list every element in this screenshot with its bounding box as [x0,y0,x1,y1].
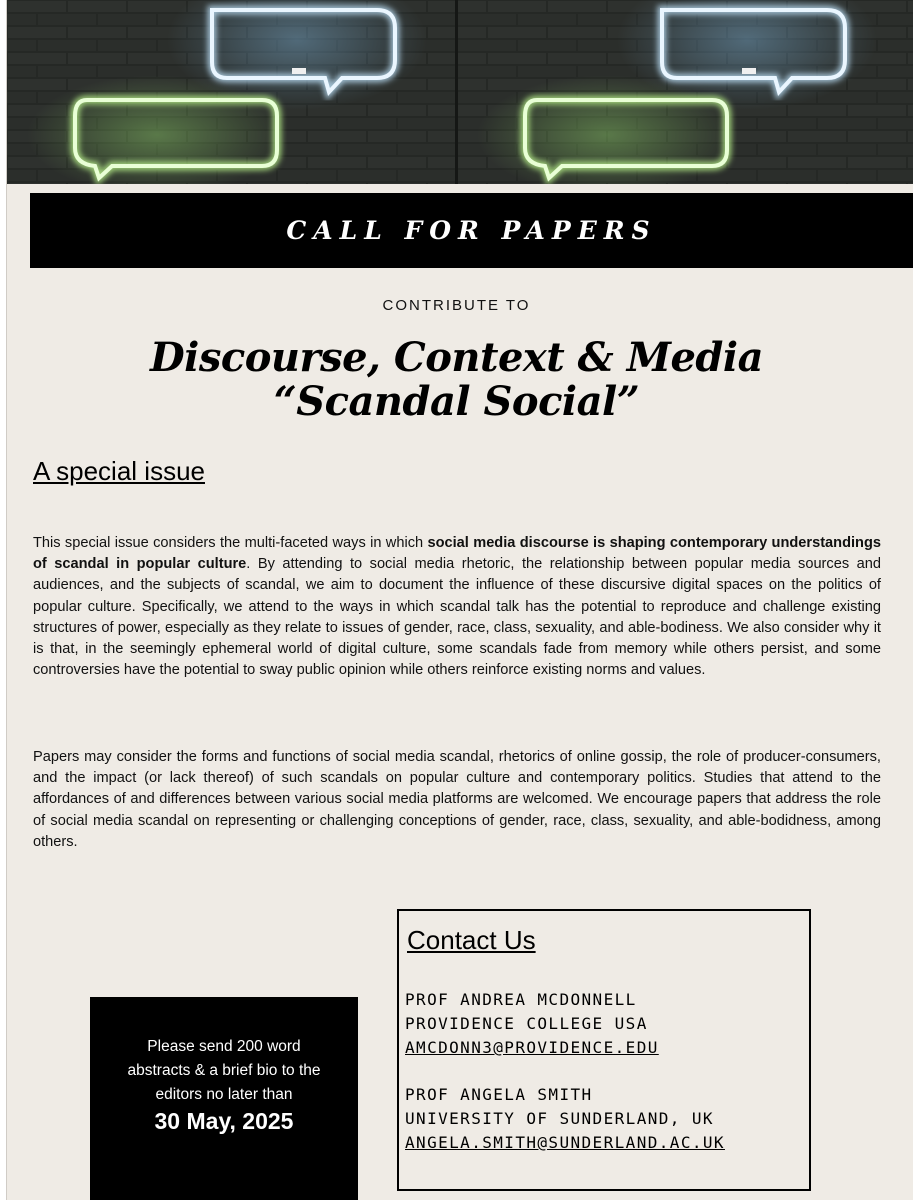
deadline-instructions [90,1035,358,1107]
neon-speech-bubbles-image [7,0,913,184]
contact-heading: Contact Us [407,925,536,955]
paragraph-text-end: . By attending to social media rhetoric, the relationship between popular media sources and audiences, and the subjects of scandal, we aim to document the influence of these discursive digital spaces on the politics of popular culture. Specifically, we attend to the ways in which scandal talk has the potential to reproduce and challenge existing structures of power, especially as they relate to issues of gender, race, class, sexuality, and able-bodiness. We also consider why it is that, in the seemingly ephemeral world of digital culture, some scandals fade from memory while others persist, and some controversies have the potential to sway public opinion while others reinforce existing norms and values. [33,556,881,679]
description-paragraph [33,533,881,681]
paragraph-highlight: social media discourse is shaping contemporary understandings of scandal in popular culture [33,535,882,573]
contact-box [397,909,811,1191]
call-for-papers-banner [30,193,913,268]
contact-1-email-link[interactable]: AMCDONN3@PROVIDENCE.EDU [405,1038,659,1057]
document-edge [0,0,7,1200]
paragraph-text-start: This special issue considers the multi-faceted ways in which [33,535,428,551]
journal-title-line2: “Scandal Social” [273,378,640,425]
banner-title: CALL FOR PAPERS [286,216,657,245]
deadline-date: 30 May, 2025 [154,1108,294,1134]
contact-1-affiliation: PROVIDENCE COLLEGE USA [405,1014,648,1033]
contact-2-email-link[interactable]: ANGELA.SMITH@SUNDERLAND.AC.UK [405,1133,725,1152]
contact-2-name: PROF ANGELA SMITH [405,1085,593,1104]
topics-paragraph: Papers may consider the forms and functions of social media scandal, rhetorics of online gossip, the role of producer-consumers, and the impact (or lack thereof) of such scandals on popular culture and contemporary politics. Studies that attend to the affordances of and differences between various social media platforms are welcomed. We encourage papers that address the role of social media scandal on representing or challenging conceptions of gender, race, class, sexuality, and able-bodidness, among others. [33,749,881,850]
journal-title [0,336,913,424]
section-heading: A special issue [33,456,205,486]
deadline-box [90,997,358,1200]
hero-image [7,0,913,184]
deadline-line: editors no later than [155,1086,293,1103]
journal-title-line1: Discourse, Context & Media [149,334,764,381]
contribute-label: CONTRIBUTE TO [382,297,531,314]
deadline-line: abstracts & a brief bio to the [127,1062,321,1079]
contact-1-name: PROF ANDREA MCDONNELL [405,990,637,1009]
contact-2-affiliation: UNIVERSITY OF SUNDERLAND, UK [405,1109,714,1128]
deadline-line: Please send 200 word [147,1038,301,1055]
